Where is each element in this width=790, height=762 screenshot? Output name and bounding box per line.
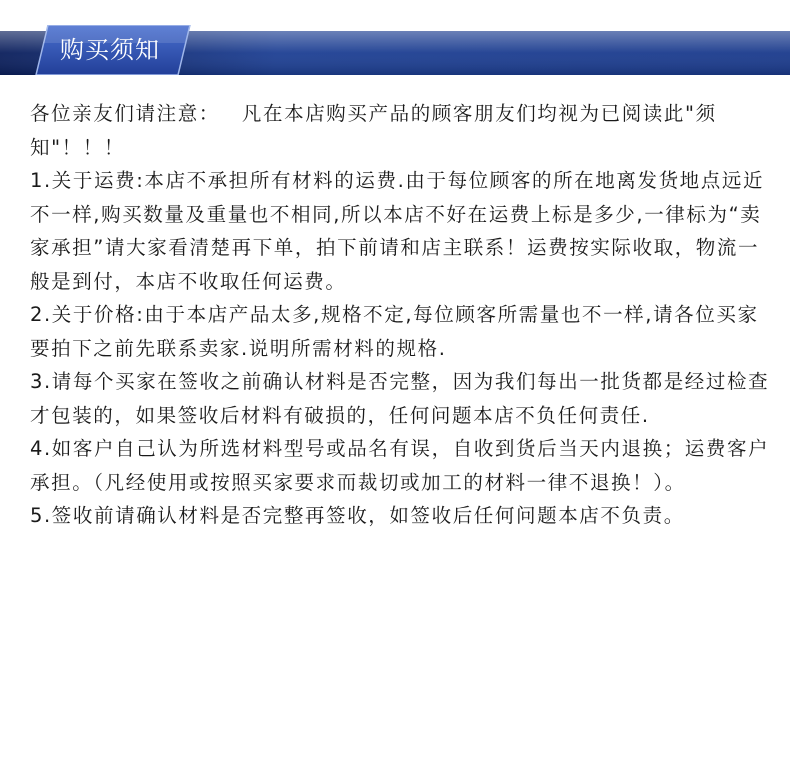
- notice-intro: [30, 97, 775, 164]
- notice-body: [30, 97, 775, 533]
- page-title: 购买须知: [60, 36, 160, 64]
- notice-item-price: 2.关于价格:由于本店产品太多,规格不定,每位顾客所需量也不一样,请各位买家要拍下之前先联系卖家.说明所需材料的规格.: [30, 303, 759, 360]
- notice-item-return: 4.如客户自己认为所选材料型号或品名有误，自收到货后当天内退换；运费客户承担。（凡经使用或按照买家要求而裁切或加工的材料一律不退换！）。: [30, 437, 770, 494]
- intro-text: 凡在本店购买产品的顾客朋友们均视为已阅读此"须知"！！！: [30, 102, 717, 159]
- notice-item-inspection: 3.请每个买家在签收之前确认材料是否完整，因为我们每出一批货都是经过检查才包装的，如果签收后材料有破损的，任何问题本店不负任何责任.: [30, 370, 770, 427]
- notice-item-shipping: 1.关于运费:本店不承担所有材料的运费.由于每位顾客的所在地离发货地点远近不一样,购买数量及重量也不相同,所以本店不好在运费上标是多少,一律标为“卖家承担”请大家看清楚再下单，拍下前请和店主联系！运费按实际收取，物流一般是到付，本店不收取任何运费。: [30, 169, 765, 293]
- notice-item-signing: 5.签收前请确认材料是否完整再签收，如签收后任何问题本店不负责。: [30, 504, 685, 527]
- header-banner: [0, 25, 790, 75]
- intro-lead: 各位亲友们请注意：: [30, 102, 220, 125]
